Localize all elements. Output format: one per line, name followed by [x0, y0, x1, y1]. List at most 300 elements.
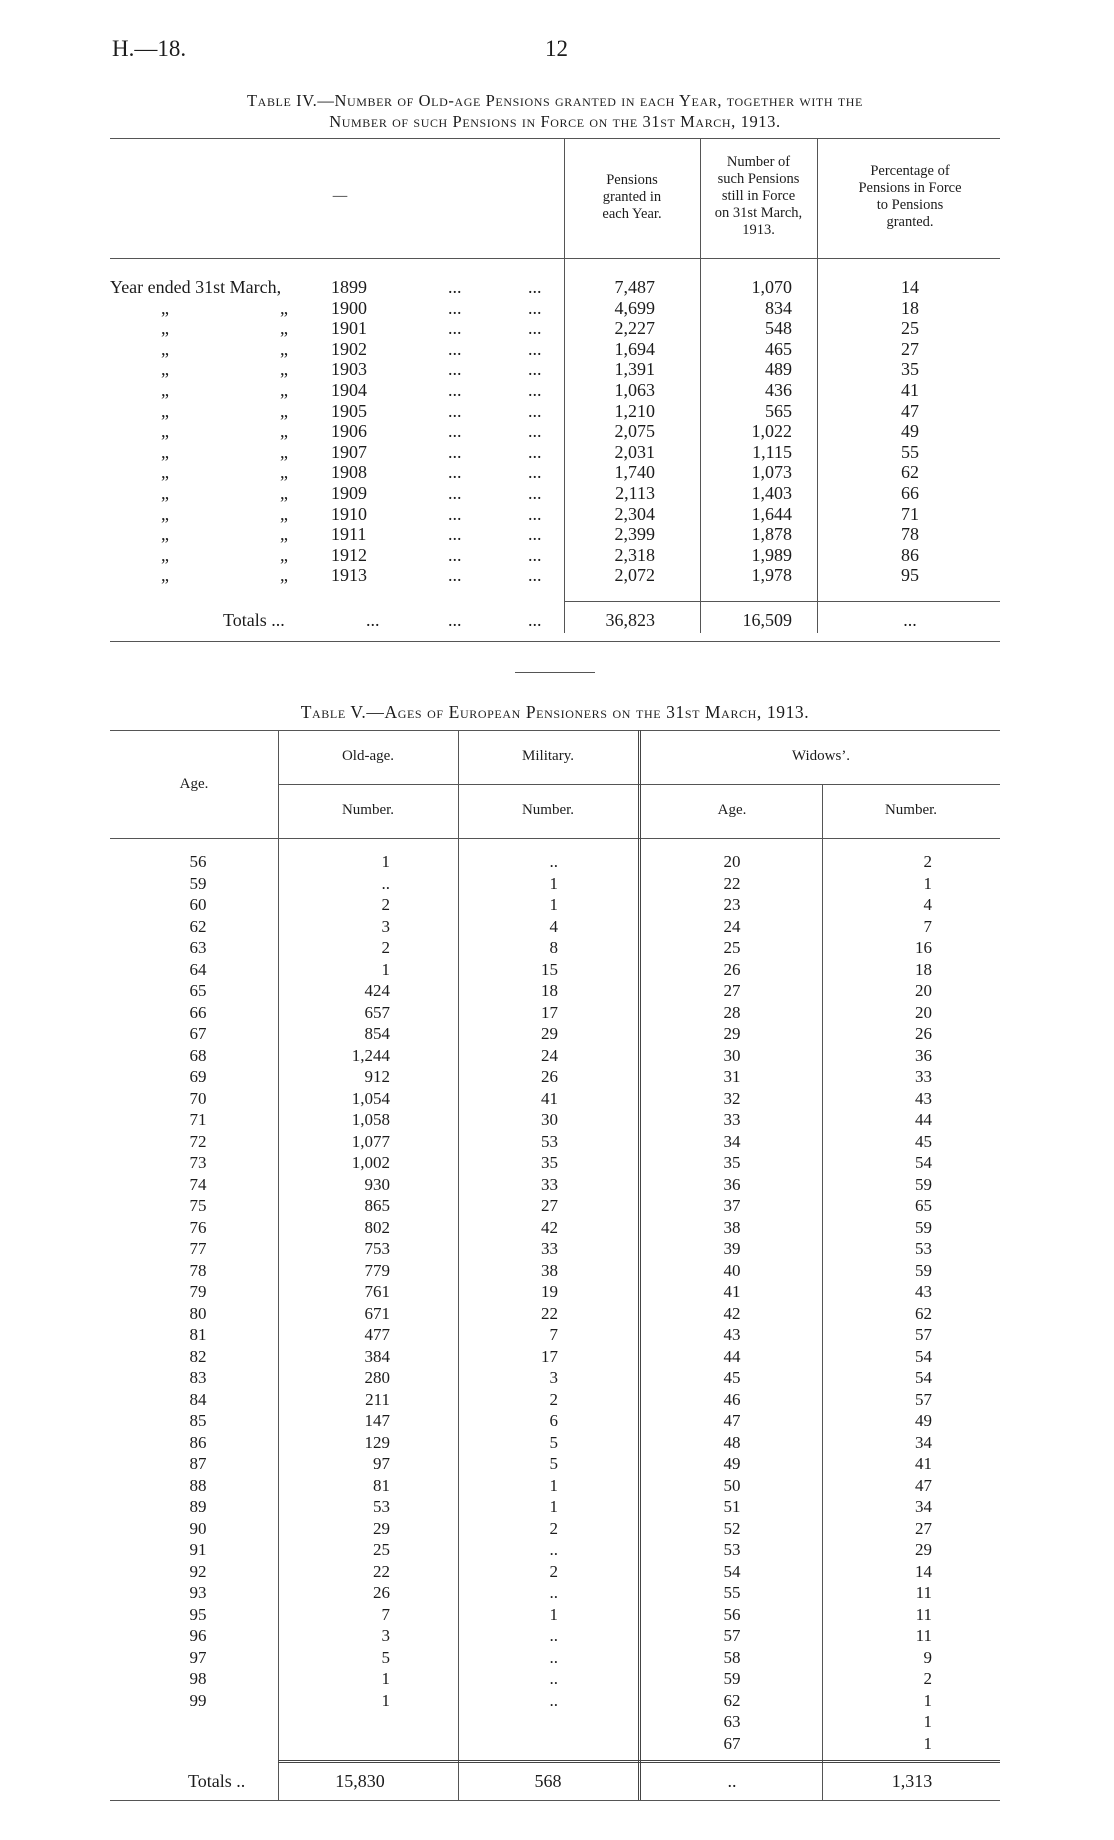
- table5-row-military: 1: [549, 895, 558, 914]
- table4-row-granted: 2,304: [614, 503, 655, 524]
- ditto-mark: „: [161, 338, 169, 359]
- table5-row-widows-number: 59: [915, 1260, 932, 1280]
- table5-row-military: ..: [549, 852, 558, 871]
- ditto-mark: „: [161, 359, 169, 380]
- table5-row-age: 64: [189, 959, 207, 979]
- table5-row-military: 33: [541, 1239, 558, 1258]
- ditto-mark: „: [161, 441, 169, 462]
- table4-row-in-force: 565: [765, 400, 792, 421]
- table4-row-percentage: 66: [901, 483, 919, 503]
- table4-leader: ...: [448, 338, 462, 359]
- table4-row-percentage: 18: [901, 297, 919, 318]
- table4-leader: ...: [528, 462, 542, 483]
- table4-row: [0, 462, 1114, 483]
- table5-row-widows-age: 33: [723, 1110, 741, 1129]
- table4-totals-leader-2: ...: [448, 610, 462, 630]
- table5-row-widows-number: 2: [923, 852, 932, 871]
- table5-totals-label: Totals ..: [188, 1771, 246, 1791]
- table4-leader: ...: [448, 503, 462, 524]
- table5-row-old-age: 912: [364, 1067, 390, 1086]
- table5-row-age: 74: [189, 1174, 207, 1194]
- table5-row-age: 66: [189, 1002, 207, 1022]
- table4-title-line2: Number of such Pensions in Force on the 31st March, 1913.: [329, 112, 781, 131]
- table5-row-widows-number: 9: [923, 1647, 932, 1667]
- table4-leader: ...: [448, 421, 462, 442]
- table5-row-military: ..: [549, 1690, 558, 1710]
- ditto-mark: „: [280, 318, 288, 339]
- table5-row-widows-number: 45: [915, 1131, 932, 1151]
- table4-row-in-force: 1,073: [751, 462, 792, 483]
- table4-row-percentage: 78: [901, 524, 919, 545]
- table5-row-widows-number: 36: [915, 1045, 932, 1065]
- ditto-mark: „: [161, 297, 169, 318]
- ditto-mark: „: [280, 503, 288, 524]
- table5-row-old-age: 779: [364, 1260, 390, 1280]
- table5-row: [0, 1089, 1114, 1111]
- table5-row-widows-age: 50: [723, 1475, 741, 1495]
- table5-row-military: 2: [549, 1389, 558, 1409]
- table4-row: [0, 524, 1114, 545]
- table4-row-year: 1908: [331, 462, 367, 483]
- table5-row-old-age: ..: [381, 873, 390, 893]
- ditto-mark: „: [280, 524, 288, 545]
- table4-row-granted: 7,487: [614, 277, 655, 297]
- table4-title: [105, 90, 1005, 132]
- table5-totals-rule: [278, 1760, 1000, 1763]
- table5-row-widows-age: 44: [723, 1346, 741, 1366]
- table5-heading-military: Military.: [522, 748, 574, 764]
- ditto-mark: „: [280, 297, 288, 318]
- table5-row: [0, 1304, 1114, 1326]
- table5-row-military: 42: [541, 1217, 558, 1237]
- table4-row: [0, 483, 1114, 504]
- table4-row: [0, 359, 1114, 380]
- table5-row-age: 63: [189, 938, 207, 957]
- table4-row-in-force: 1,989: [751, 544, 792, 565]
- table4-row-in-force: 1,070: [751, 277, 792, 297]
- table5-row-age: 60: [189, 895, 207, 914]
- table5-row: [0, 1261, 1114, 1283]
- table5-row-age: 79: [189, 1282, 207, 1301]
- table5-row-military: 35: [541, 1153, 558, 1172]
- table4-row-in-force: 489: [765, 359, 792, 380]
- table5-row-military: 38: [541, 1260, 558, 1280]
- table5-row-age: 96: [189, 1626, 207, 1645]
- table4-row-granted: 1,391: [614, 359, 655, 380]
- table5-row-widows-age: 58: [723, 1647, 741, 1667]
- table5-row-widows-age: 30: [723, 1045, 741, 1065]
- table5-row-old-age: 1,002: [351, 1153, 390, 1172]
- table5-row-old-age: 53: [373, 1497, 390, 1516]
- table5-row-age: 87: [189, 1454, 207, 1473]
- ditto-mark: „: [161, 503, 169, 524]
- table4-row-percentage: 47: [901, 400, 919, 421]
- table4-leader: ...: [528, 380, 542, 400]
- table4-row-percentage: 14: [901, 277, 919, 297]
- table5-row-widows-number: 2: [923, 1669, 932, 1688]
- table5-row-age: 89: [189, 1497, 207, 1516]
- table4-leader: ...: [448, 524, 462, 545]
- table5-row: [0, 895, 1114, 917]
- table4-stub-heading: —: [332, 188, 348, 204]
- table5-row-age: 72: [189, 1131, 207, 1151]
- ditto-mark: „: [161, 524, 169, 545]
- table4-row-granted: 2,318: [614, 544, 655, 565]
- table5-row-widows-age: 49: [723, 1454, 741, 1473]
- table5-row-age: 67: [189, 1024, 207, 1043]
- table4-leader: ...: [528, 297, 542, 318]
- table4-row-percentage: 41: [901, 380, 919, 400]
- table5-row-old-age: 802: [364, 1217, 390, 1237]
- table5-row: [0, 917, 1114, 939]
- table5-row: [0, 1218, 1114, 1240]
- table5-row: [0, 1497, 1114, 1519]
- ditto-mark: „: [280, 400, 288, 421]
- table5-row-old-age: 671: [364, 1303, 390, 1323]
- ditto-mark: „: [161, 483, 169, 503]
- table5-row-widows-number: 1: [923, 1690, 932, 1710]
- table5-row: [0, 1368, 1114, 1390]
- table5-row-widows-age: 45: [723, 1368, 741, 1387]
- table5-row-age: 93: [189, 1583, 207, 1602]
- table4-row-granted: 1,063: [614, 380, 655, 400]
- table5-row-widows-age: 46: [723, 1389, 741, 1409]
- table5-row: [0, 1669, 1114, 1691]
- table5-row-military: ..: [549, 1583, 558, 1602]
- table4-row-percentage: 55: [901, 441, 919, 462]
- table4-row-year: 1899: [331, 277, 367, 297]
- table5-row-widows-number: 57: [915, 1325, 932, 1344]
- table5-row-widows-age: 24: [723, 916, 741, 936]
- table5-row-age: 85: [189, 1411, 207, 1430]
- table5-row-military: 3: [549, 1368, 558, 1387]
- table5-row-widows-age: 55: [723, 1583, 741, 1602]
- table5-row-widows-number: 4: [923, 895, 932, 914]
- table4-row-granted: 2,072: [614, 565, 655, 586]
- table5-row-widows-number: 34: [915, 1432, 932, 1452]
- table5-row-military: 8: [549, 938, 558, 957]
- table5-row: [0, 1024, 1114, 1046]
- table5-row-military: 15: [541, 959, 558, 979]
- table5-row: [0, 1734, 1114, 1756]
- table5-row: [0, 1110, 1114, 1132]
- table5-header-rule: [110, 838, 1000, 839]
- table5-row-widows-age: 48: [723, 1432, 741, 1452]
- table5-row-widows-number: 16: [915, 938, 932, 957]
- table4-heading-percentage: Percentage of Pensions in Force to Pensions granted.: [858, 163, 962, 230]
- table4-row-in-force: 465: [765, 338, 792, 359]
- table5-row-age: 69: [189, 1067, 207, 1086]
- table5-row-widows-number: 20: [915, 981, 932, 1000]
- table4-leader: ...: [528, 338, 542, 359]
- table5-row-widows-age: 20: [723, 852, 741, 871]
- table4-leader: ...: [448, 380, 462, 400]
- table5-row-military: 33: [541, 1174, 558, 1194]
- table5-row-age: 92: [189, 1561, 207, 1581]
- table5-row-widows-number: 11: [915, 1583, 932, 1602]
- table4-row: [0, 565, 1114, 586]
- table5-row: [0, 1411, 1114, 1433]
- table5-row-widows-age: 34: [723, 1131, 741, 1151]
- table5-row-old-age: 1,244: [351, 1045, 390, 1065]
- table4-row-percentage: 62: [901, 462, 919, 483]
- table5-row-widows-number: 43: [915, 1088, 932, 1108]
- table5-row: [0, 1626, 1114, 1648]
- table5-subheading-widows-number: Number.: [884, 802, 938, 818]
- table5-row-age: 81: [189, 1325, 207, 1344]
- table5-row-old-age: 1: [381, 852, 390, 871]
- table5-row-military: 27: [541, 1196, 558, 1215]
- table4-leader: ...: [528, 277, 542, 297]
- table5-row-old-age: 3: [381, 1626, 390, 1645]
- table4-totals-leader-1: ...: [366, 610, 380, 630]
- table5-totals-old-age: 15,830: [335, 1771, 385, 1791]
- table4-row: [0, 401, 1114, 422]
- ditto-mark: „: [161, 318, 169, 339]
- ditto-mark: „: [280, 380, 288, 400]
- table4-leader: ...: [448, 441, 462, 462]
- table4-row-year: 1900: [331, 297, 367, 318]
- table5-row-widows-age: 63: [723, 1712, 741, 1731]
- table5-row-widows-age: 67: [723, 1733, 741, 1753]
- table5-row-widows-number: 11: [915, 1604, 932, 1624]
- table5-row-widows-number: 33: [915, 1067, 932, 1086]
- table4-top-rule: [110, 138, 1000, 139]
- table4-row-percentage: 27: [901, 338, 919, 359]
- table4-bottom-rule: [110, 641, 1000, 642]
- table5-row-widows-number: 59: [915, 1217, 932, 1237]
- table5-row-military: 41: [541, 1088, 558, 1108]
- table4-leader: ...: [448, 462, 462, 483]
- table5-row-old-age: 1,077: [351, 1131, 390, 1151]
- table5-row-widows-age: 41: [723, 1282, 741, 1301]
- table5-row-widows-age: 52: [723, 1518, 741, 1538]
- table4-row: [0, 421, 1114, 442]
- table4-row-in-force: 1,403: [751, 483, 792, 503]
- table5-row-military: ..: [549, 1647, 558, 1667]
- table4-totals-granted: 36,823: [605, 610, 655, 630]
- table5-row-old-age: 930: [364, 1174, 390, 1194]
- ditto-mark: „: [161, 544, 169, 565]
- table5-row-age: 77: [189, 1239, 207, 1258]
- table4-row-percentage: 49: [901, 421, 919, 442]
- table5-row-widows-age: 54: [723, 1561, 741, 1581]
- table5-row-old-age: 2: [381, 895, 390, 914]
- table5-row: [0, 1132, 1114, 1154]
- table4-totals-rule: [564, 601, 1000, 602]
- table4-leader: ...: [448, 544, 462, 565]
- table5-row-old-age: 81: [373, 1475, 390, 1495]
- table5-row-military: 24: [541, 1045, 558, 1065]
- table4-row: [0, 339, 1114, 360]
- table5-row-widows-number: 34: [915, 1497, 932, 1516]
- table5-row-widows-number: 49: [915, 1411, 932, 1430]
- table4-row-in-force: 1,022: [751, 421, 792, 442]
- table5-row: [0, 1454, 1114, 1476]
- table5-row-old-age: 280: [364, 1368, 390, 1387]
- table5-row: [0, 1476, 1114, 1498]
- table4-leader: ...: [528, 483, 542, 503]
- section-separator: [515, 672, 595, 673]
- table4-row-in-force: 1,978: [751, 565, 792, 586]
- table5-row: [0, 981, 1114, 1003]
- table5-row-widows-age: 37: [723, 1196, 741, 1215]
- table5-row-military: 1: [549, 1475, 558, 1495]
- table5-row: [0, 1712, 1114, 1734]
- table5-row-age: 80: [189, 1303, 207, 1323]
- table4-totals-in-force: 16,509: [742, 610, 792, 630]
- table5-row-widows-number: 62: [915, 1303, 932, 1323]
- table5-row-widows-age: 27: [723, 981, 741, 1000]
- table5-row-military: 6: [549, 1411, 558, 1430]
- table5-row: [0, 1519, 1114, 1541]
- table4-row-year: 1910: [331, 503, 367, 524]
- table5-row-widows-age: 36: [723, 1174, 741, 1194]
- table5-row-military: 53: [541, 1131, 558, 1151]
- table4-row-year: 1901: [331, 318, 367, 339]
- table4-row-granted: 1,694: [614, 338, 655, 359]
- table4-title-line1: Table IV.—Number of Old-age Pensions granted in each Year, together with the: [247, 91, 863, 110]
- table5-row-military: 30: [541, 1110, 558, 1129]
- table5-row-widows-age: 35: [723, 1153, 741, 1172]
- table5-row-old-age: 865: [364, 1196, 390, 1215]
- table5-row-old-age: 384: [364, 1346, 390, 1366]
- table5-heading-age: Age.: [179, 776, 209, 792]
- table5-row-military: ..: [549, 1540, 558, 1559]
- table5-row-old-age: 424: [364, 981, 390, 1000]
- table5-row-old-age: 29: [373, 1518, 390, 1538]
- table4-row-year: 1913: [331, 565, 367, 586]
- table5-row-military: 17: [541, 1346, 558, 1366]
- table5-row-widows-number: 20: [915, 1002, 932, 1022]
- table4-row-year: 1907: [331, 441, 367, 462]
- table5-row-widows-number: 7: [923, 916, 932, 936]
- ditto-mark: „: [280, 359, 288, 380]
- table5-row-widows-number: 1: [923, 873, 932, 893]
- table5-row-widows-number: 53: [915, 1239, 932, 1258]
- table5-row: [0, 1067, 1114, 1089]
- table5-row-old-age: 22: [373, 1561, 390, 1581]
- ditto-mark: „: [161, 462, 169, 483]
- table4-totals-leader-3: ...: [528, 610, 542, 630]
- table5-row-old-age: 1: [381, 959, 390, 979]
- table4-row-granted: 2,075: [614, 421, 655, 442]
- table4-row-in-force: 548: [765, 318, 792, 339]
- table4-leader: ...: [448, 483, 462, 503]
- table5-row-widows-age: 56: [723, 1604, 741, 1624]
- table4-row-year: 1909: [331, 483, 367, 503]
- table4-row-granted: 2,227: [614, 318, 655, 339]
- table4-row-in-force: 1,115: [752, 441, 792, 462]
- table5-row: [0, 1196, 1114, 1218]
- table5-row-old-age: 1: [381, 1690, 390, 1710]
- table5-row-age: 86: [189, 1432, 207, 1452]
- table5-row-widows-age: 53: [723, 1540, 741, 1559]
- table5-subheading-military-number: Number.: [521, 802, 575, 818]
- ditto-mark: „: [280, 338, 288, 359]
- table4-row-year: 1904: [331, 380, 367, 400]
- table5-row-old-age: 854: [364, 1024, 390, 1043]
- table5-row-widows-age: 23: [723, 895, 741, 914]
- table5-row-old-age: 753: [364, 1239, 390, 1258]
- table5-row-age: 76: [189, 1217, 207, 1237]
- table5-row: [0, 1325, 1114, 1347]
- table4-leader: ...: [528, 441, 542, 462]
- table5-row-widows-number: 29: [915, 1540, 932, 1559]
- table5-row-old-age: 657: [364, 1002, 390, 1022]
- table4-row-label: Year ended 31st March,: [110, 277, 282, 297]
- table5-row: [0, 960, 1114, 982]
- table4-leader: ...: [528, 544, 542, 565]
- table5-row-widows-age: 42: [723, 1303, 741, 1323]
- table5-row-widows-number: 27: [915, 1518, 932, 1538]
- table5-row: [0, 1046, 1114, 1068]
- table5-row-widows-number: 18: [915, 959, 932, 979]
- table5-row-age: 99: [189, 1690, 207, 1710]
- table5-row-widows-age: 28: [723, 1002, 741, 1022]
- table5-row-widows-age: 31: [723, 1067, 741, 1086]
- table5-row: [0, 1605, 1114, 1627]
- table5-heading-widows: Widows’.: [791, 748, 851, 764]
- table5-row-age: 90: [189, 1518, 207, 1538]
- table5-row-old-age: 7: [381, 1604, 390, 1624]
- table5-row-military: 1: [549, 873, 558, 893]
- table4-row-granted: 1,210: [614, 400, 655, 421]
- table5-row-widows-age: 26: [723, 959, 741, 979]
- table5-row-old-age: 1: [381, 1669, 390, 1688]
- table4-row-year: 1902: [331, 338, 367, 359]
- table5-totals-widows-number: 1,313: [891, 1771, 933, 1791]
- ditto-mark: „: [161, 380, 169, 400]
- table5-row-widows-number: 11: [915, 1626, 932, 1645]
- ditto-mark: „: [161, 565, 169, 586]
- table4-row-in-force: 834: [765, 297, 792, 318]
- table4-row: [0, 318, 1114, 339]
- table4-leader: ...: [528, 421, 542, 442]
- table5-title: Table V.—Ages of European Pensioners on the 31st March, 1913.: [300, 702, 810, 722]
- table4-leader: ...: [448, 565, 462, 586]
- table4-leader: ...: [528, 359, 542, 380]
- table5-row-age: 73: [189, 1153, 207, 1172]
- table5-row-age: 95: [189, 1604, 207, 1624]
- table4-row-percentage: 86: [901, 544, 919, 565]
- table5-row-widows-number: 54: [915, 1153, 932, 1172]
- table5-row-age: 68: [189, 1045, 207, 1065]
- table4-leader: ...: [448, 277, 462, 297]
- table5-row-military: 5: [549, 1432, 558, 1452]
- ditto-mark: „: [280, 483, 288, 503]
- table5-row-old-age: 1,054: [351, 1088, 390, 1108]
- table5-row-old-age: 97: [373, 1454, 390, 1473]
- table5-row-widows-age: 47: [723, 1411, 741, 1430]
- table4-row-year: 1911: [331, 524, 367, 545]
- table5-row-age: 97: [189, 1647, 207, 1667]
- table5-row-widows-age: 25: [723, 938, 741, 957]
- table4-row-percentage: 35: [901, 359, 919, 380]
- table5-row-widows-number: 44: [915, 1110, 932, 1129]
- table5-row-old-age: 1,058: [351, 1110, 390, 1129]
- table5-row-age: 91: [189, 1540, 207, 1559]
- table5-row: [0, 852, 1114, 874]
- table5-subheading-old-age-number: Number.: [341, 802, 395, 818]
- ditto-mark: „: [161, 421, 169, 442]
- table5-row-widows-number: 26: [915, 1024, 932, 1043]
- table5-row-age: 56: [189, 852, 207, 871]
- table4-row-year: 1906: [331, 421, 367, 442]
- table5-row-old-age: 2: [381, 938, 390, 957]
- table4-row-percentage: 71: [901, 503, 919, 524]
- table5-row-widows-number: 14: [915, 1561, 932, 1581]
